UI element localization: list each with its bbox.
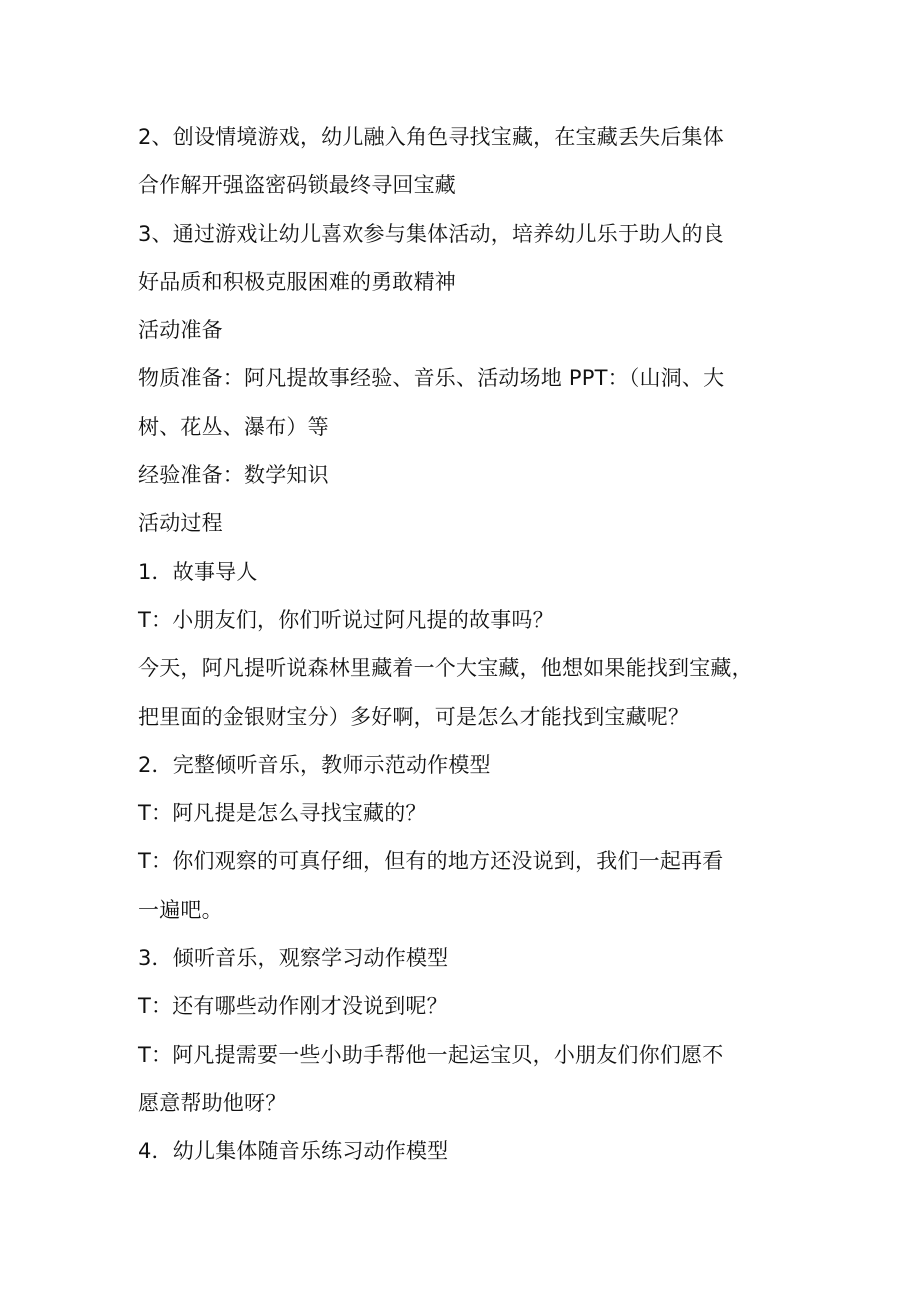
section-heading-preparation: 活动准备 — [138, 318, 223, 343]
step-heading-2: 2．完整倾听音乐，教师示范动作模型 — [138, 752, 491, 777]
step-heading-3: 3．倾听音乐，观察学习动作模型 — [138, 946, 449, 971]
paragraph-line-20: T：阿凡提需要一些小助手帮他一起运宝贝，小朋友们你们愿不 — [138, 1042, 724, 1067]
step-heading-1: 1．故事导人 — [138, 559, 258, 584]
paragraph-line-1: 2、创设情境游戏，幼儿融入角色寻找宝藏，在宝藏丢失后集体 — [138, 125, 724, 149]
step-heading-4: 4．幼儿集体随音乐练习动作模型 — [138, 1139, 449, 1164]
paragraph-line-16: T：你们观察的可真仔细，但有的地方还没说到，我们一起再看 — [138, 849, 724, 874]
paragraph-line-11: T：小朋友们，你们听说过阿凡提的故事吗？ — [138, 607, 554, 632]
paragraph-line-12: 今天，阿凡提听说森林里藏着一个大宝藏，他想如果能找到宝藏， — [138, 656, 753, 681]
paragraph-line-3: 3、通过游戏让幼儿喜欢参与集体活动，培养幼儿乐于助人的良 — [138, 221, 724, 246]
paragraph-line-7: 树、花丛、瀑布）等 — [138, 414, 329, 439]
paragraph-line-8: 经验准备：数学知识 — [138, 463, 329, 488]
document-body — [138, 113, 788, 1176]
paragraph-line-2: 合作解开强盗密码锁最终寻回宝藏 — [138, 173, 456, 198]
paragraph-line-21: 愿意帮助他呀？ — [138, 1090, 287, 1115]
paragraph-line-19: T：还有哪些动作刚才没说到呢？ — [138, 994, 448, 1019]
paragraph-line-17: 一遍吧。 — [138, 897, 223, 922]
paragraph-line-13: 把里面的金银财宝分）多好啊，可是怎么才能找到宝藏呢？ — [138, 704, 690, 729]
paragraph-line-6: 物质准备：阿凡提故事经验、音乐、活动场地 PPT：（山洞、大 — [138, 366, 725, 391]
section-heading-process: 活动过程 — [138, 511, 223, 536]
paragraph-line-4: 好品质和积极克服困难的勇敢精神 — [138, 269, 456, 294]
paragraph-line-15: T：阿凡提是怎么寻找宝藏的？ — [138, 801, 427, 826]
